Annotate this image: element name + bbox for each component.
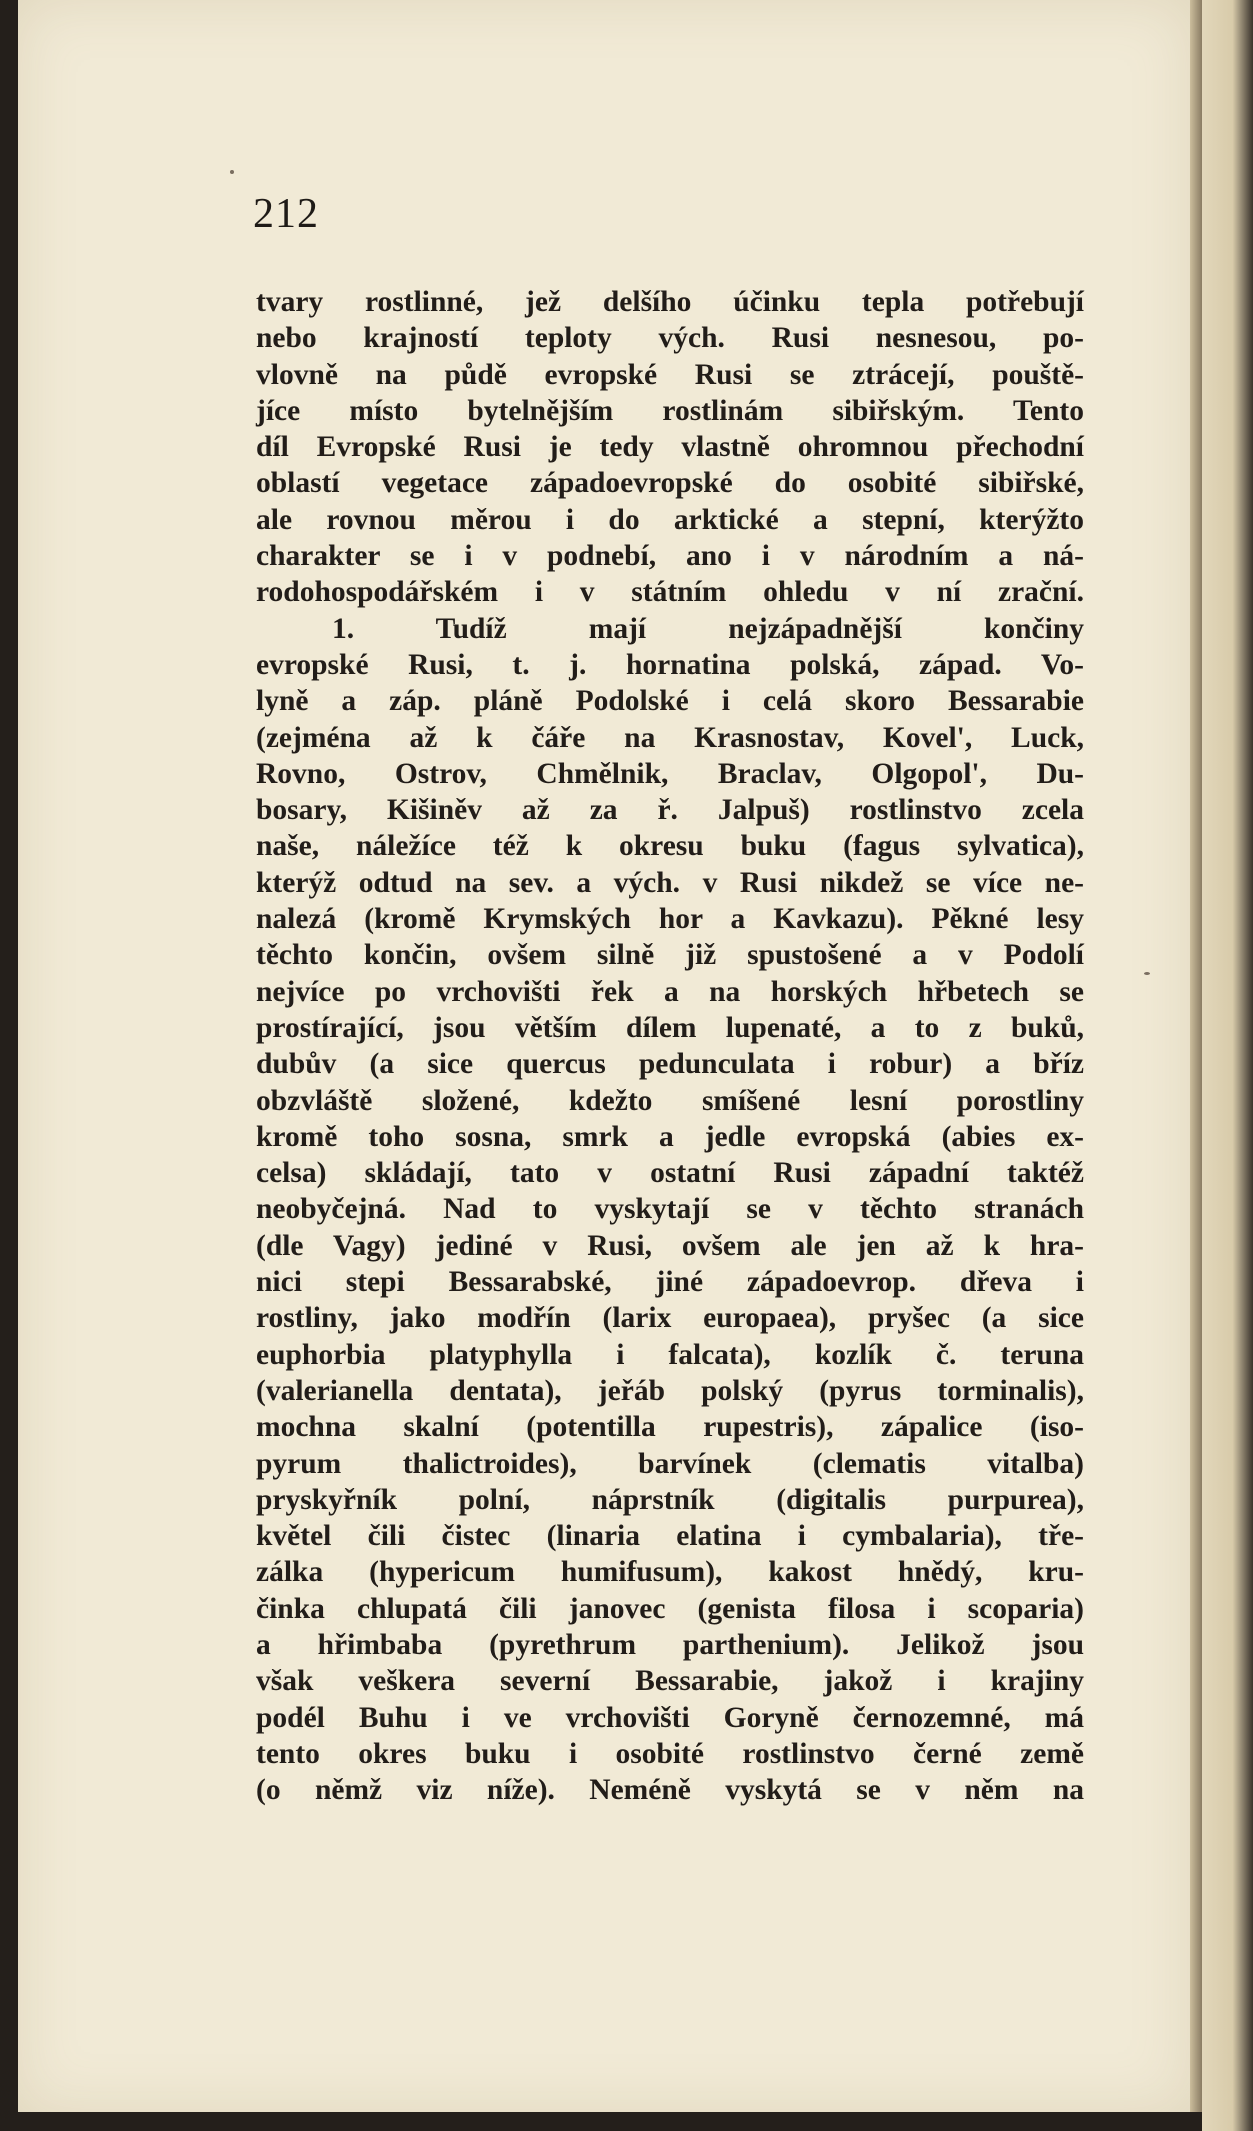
text-line: charakter se i v podnebí, ano i v národním a ná- [256, 540, 1084, 573]
text-line: rodohospodářském i v státním ohledu v ní zrační. [256, 576, 1084, 609]
text-line: (o němž viz níže). Neméně vyskytá se v něm na [256, 1774, 1084, 1807]
section-heading-line: 1. Tudíž mají nejzápadnější končiny [332, 612, 1084, 645]
text-line: rostliny, jako modřín (larix europaea), pryšec (a sice [256, 1302, 1084, 1335]
text-line: naše, náležíce též k okresu buku (fagus sylvatica), [256, 830, 1084, 863]
text-line: díl Evropské Rusi je tedy vlastně ohromnou přechodní [256, 431, 1084, 464]
text-line: jíce místo bytelnějším rostlinám sibiřským. Tento [256, 394, 1084, 427]
adjacent-page-edge [1202, 0, 1253, 2131]
text-line: nici stepi Bessarabské, jiné západoevrop. dřeva i [256, 1266, 1084, 1299]
text-line: nalezá (kromě Krymských hor a Kavkazu). Pěkné lesy [256, 903, 1084, 936]
text-line: vlovně na půdě evropské Rusi se ztrácejí, pouště- [256, 358, 1084, 391]
text-line: kterýž odtud na sev. a vých. v Rusi nikdež se více ne- [256, 866, 1084, 899]
text-line: Rovno, Ostrov, Chmělnik, Braclav, Olgopol', Du- [256, 757, 1084, 790]
text-line: podél Buhu i ve vrchovišti Goryně černozemné, má [256, 1701, 1084, 1734]
text-line: tvary rostlinné, jež delšího účinku tepla potřebují [256, 286, 1084, 318]
page-number: 212 [253, 191, 319, 237]
text-line: dubův (a sice quercus pedunculata i robur) a bříz [256, 1048, 1084, 1081]
text-line: nebo krajností teploty vých. Rusi nesnesou, po- [256, 322, 1084, 355]
text-line: zálka (hypericum humifusum), kakost hnědý, kru- [256, 1556, 1084, 1589]
text-line: (dle Vagy) jediné v Rusi, ovšem ale jen až k hra- [256, 1229, 1084, 1262]
text-line: lyně a záp. pláně Podolské i celá skoro Bessarabie [256, 685, 1084, 718]
text-line: však veškera severní Bessarabie, jakož i krajiny [256, 1665, 1084, 1698]
text-line: květel čili čistec (linaria elatina i cymbalaria), tře- [256, 1520, 1084, 1553]
text-line: pyrum thalictroides), barvínek (clematis vitalba) [256, 1447, 1084, 1480]
page-speck [230, 170, 234, 174]
text-line: ale rovnou měrou i do arktické a stepní, kterýžto [256, 503, 1084, 536]
text-line: oblastí vegetace západoevropské do osobité sibiřské, [256, 467, 1084, 500]
text-line: prostírající, jsou větším dílem lupenaté, a to z buků, [256, 1011, 1084, 1044]
text-line: tento okres buku i osobité rostlinstvo černé země [256, 1737, 1084, 1770]
text-line: evropské Rusi, t. j. hornatina polská, západ. Vo- [256, 648, 1084, 681]
page-edge-shadow [1190, 0, 1202, 2112]
text-line: bosary, Kišiněv až za ř. Jalpuš) rostlinstvo zcela [256, 794, 1084, 827]
body-text [256, 284, 1084, 1808]
text-line: nejvíce po vrchovišti řek a na horských hřbetech se [256, 975, 1084, 1008]
text-line: neobyčejná. Nad to vyskytají se v těchto stranách [256, 1193, 1084, 1226]
text-line: (valerianella dentata), jeřáb polský (pyrus torminalis), [256, 1374, 1084, 1407]
book-page [18, 0, 1190, 2112]
text-line: obzvláště složené, kdežto smíšené lesní porostliny [256, 1084, 1084, 1117]
text-line: činka chlupatá čili janovec (genista filosa i scoparia) [256, 1592, 1084, 1625]
page-speck [1144, 972, 1150, 975]
text-line: a hřimbaba (pyrethrum parthenium). Jelikož jsou [256, 1628, 1084, 1661]
text-line: kromě toho sosna, smrk a jedle evropská (abies ex- [256, 1120, 1084, 1153]
text-line: (zejména až k čáře na Krasnostav, Kovel', Luck, [256, 721, 1084, 754]
text-line: těchto končin, ovšem silně již spustošené a v Podolí [256, 939, 1084, 972]
text-line: pryskyřník polní, náprstník (digitalis purpurea), [256, 1483, 1084, 1516]
text-line: mochna skalní (potentilla rupestris), zápalice (iso- [256, 1411, 1084, 1444]
text-line: celsa) skládají, tato v ostatní Rusi západní taktéž [256, 1157, 1084, 1190]
text-line: euphorbia platyphylla i falcata), kozlík č. teruna [256, 1338, 1084, 1371]
